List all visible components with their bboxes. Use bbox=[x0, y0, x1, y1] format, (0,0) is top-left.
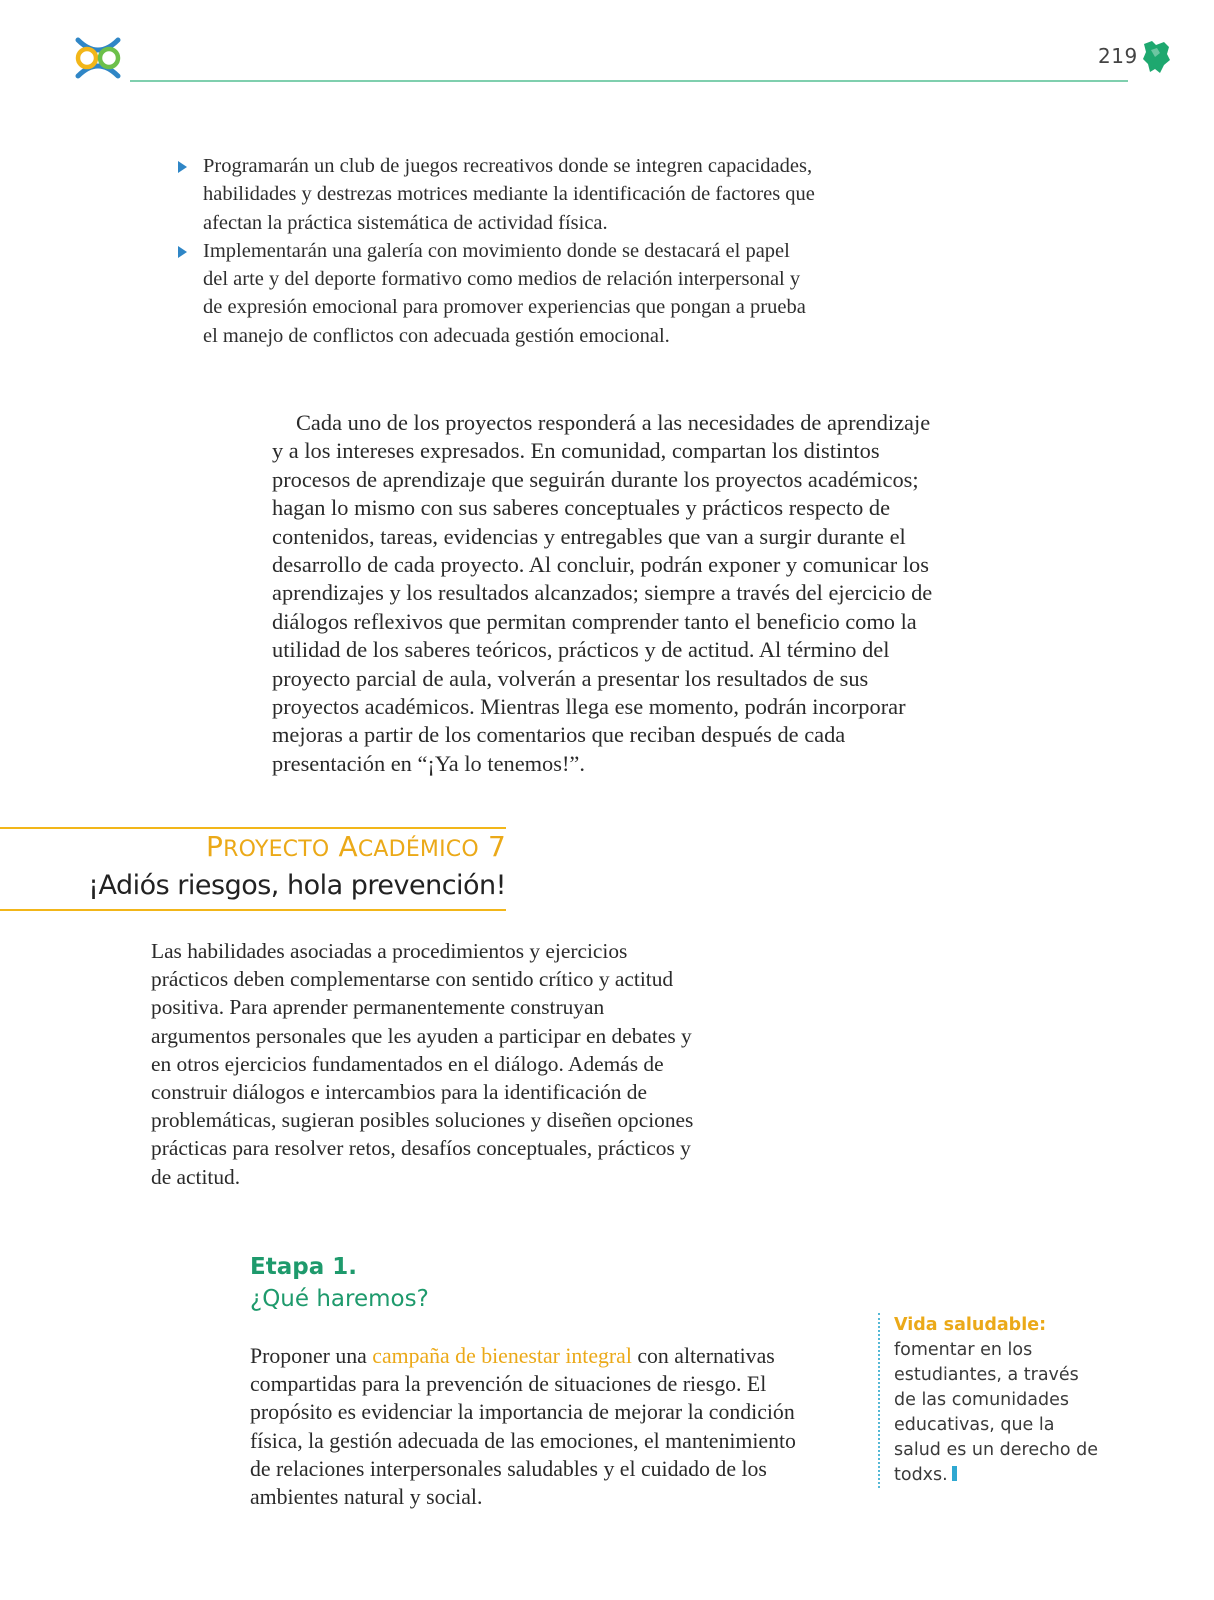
list-item-text: Implementarán una galería con movimiento donde se destacará el papel del arte y del deporte formativo como medios de relación interpersonal y de expresión emocional para promover experiencias que pongan a prueba el manejo de conflictos con adecuada gestión emocional. bbox=[203, 239, 806, 347]
heading-rule-bottom bbox=[0, 909, 506, 911]
objectives-list bbox=[178, 152, 818, 350]
project-title: ¡Adiós riesgos, hola prevención! bbox=[88, 870, 506, 901]
project-label bbox=[206, 830, 506, 863]
stage-text-end: con alternativas compartidas para la prevención de situaciones de riesgo. El propósito es evidenciar la importancia de mejorar la condición física, la gestión adecuada de las emociones, el mantenimiento de relaciones interpersonales saludables y el cuidado de los ambientes natural y social. bbox=[250, 1344, 796, 1510]
end-mark-icon bbox=[952, 1466, 957, 1481]
interlocking-arcs-logo-icon bbox=[72, 32, 124, 84]
stage-text-start: Proponer una bbox=[250, 1344, 373, 1368]
bullet-triangle-icon bbox=[178, 246, 187, 258]
side-note-text: fomentar en los estudiantes, a través de las comunidades educativas, que la salud es un derecho de todxs. bbox=[894, 1340, 1098, 1485]
project-label-word: CADÉMICO bbox=[357, 837, 479, 862]
project-label-word: ROYECTO bbox=[223, 837, 330, 862]
intro-paragraph: Cada uno de los proyectos responderá a las necesidades de aprendizaje y a los intereses expresados. En comunidad, compartan los distintos procesos de aprendizaje que seguirán durante los proyectos académicos; hagan lo mismo con sus saberes conceptuales y prácticos respecto de contenidos, tareas, evidencias y entregables que van a surgir durante el desarrollo de cada proyecto. Al concluir, podrán exponer y comunicar los aprendizajes y los resultados alcanzados; siempre a través del ejercicio de diálogos reflexivos que permitan comprender tanto el beneficio como la utilidad de los saberes teóricos, prácticos y de actitud. Al término del proyecto parcial de aula, volverán a presentar los resultados de sus proyectos académicos. Mientras llega ese momento, podrán incorporar mejoras a partir de los comentarios que reciban después de cada presentación en “¡Ya lo tenemos!”. bbox=[272, 410, 933, 776]
heading-rule-top bbox=[0, 827, 506, 829]
header-rule bbox=[130, 80, 1128, 82]
side-note bbox=[878, 1313, 1104, 1488]
project-label-initial: A bbox=[338, 830, 358, 863]
project-label-initial: P bbox=[206, 830, 224, 863]
skills-paragraph: Las habilidades asociadas a procedimientos y ejercicios prácticos deben complementarse con sentido crítico y actitud positiva. Para aprender permanentemente construyan argumentos personales que les ayuden a participar en debates y en otros ejercicios fundamentados en el diálogo. Además de construir diálogos e intercambios para la identificación de problemáticas, sugieran posibles soluciones y diseñen opciones prácticas para resolver retos, desafíos conceptuales, prácticos y de actitud. bbox=[151, 939, 694, 1189]
list-item bbox=[178, 237, 818, 350]
stage-paragraph bbox=[250, 1342, 810, 1511]
stage-question: ¿Qué haremos? bbox=[250, 1286, 429, 1312]
green-map-icon bbox=[1140, 38, 1172, 76]
list-item-text: Programarán un club de juegos recreativos donde se integren capacidades, habilidades y destrezas motrices mediante la identificación de factores que afectan la práctica sistemática de actividad física. bbox=[203, 155, 815, 234]
glossary-term: campaña de bienestar integral bbox=[372, 1344, 632, 1368]
bullet-triangle-icon bbox=[178, 161, 187, 173]
stage-title: Etapa 1. bbox=[250, 1254, 357, 1280]
list-item bbox=[178, 152, 818, 237]
side-note-title: Vida saludable: bbox=[894, 1315, 1047, 1335]
page-number: 219 bbox=[1098, 44, 1138, 68]
project-number: 7 bbox=[487, 830, 506, 863]
